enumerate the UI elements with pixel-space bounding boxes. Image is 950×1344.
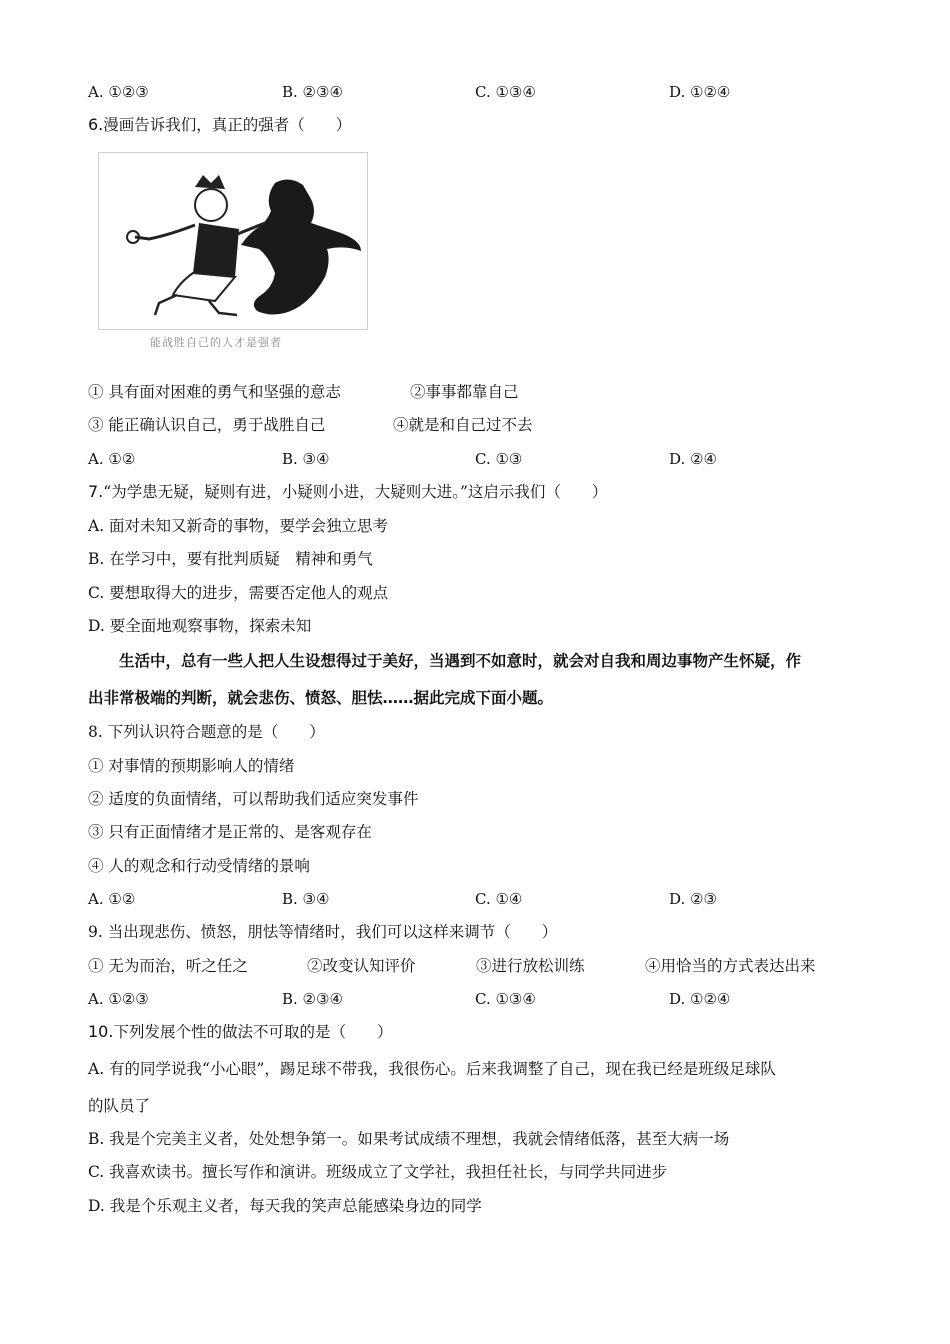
q8-option-a: A. ①② [88,890,136,908]
man-arm-left [135,225,195,239]
q7-number: 7. [88,482,104,501]
passage-line-1: 生活中，总有一些人把人生设想得过于美好，当遇到不如意时，就会对自我和周边事物产生怀疑，作 [119,652,802,670]
comic-caption: 能战胜自己的人才是强者 [150,336,282,349]
q7-question [88,482,607,502]
q9-option-d: D. ①②④ [669,990,731,1008]
q10-option-b: B. 我是个完美主义者，处处想争第一。如果考试成绩不理想，我就会情绪低落，甚至大病一场 [88,1130,730,1148]
q6-option-c: C. ①③ [475,450,523,468]
q6-option-a: A. ①② [88,450,136,468]
q9-statement-2: ②改变认知评价 [307,957,416,975]
q10-number: 10. [88,1022,114,1041]
q5-option-c: C. ①③④ [475,83,536,101]
man-head [195,189,227,221]
q7-option-b: B. 在学习中，要有批判质疑 精神和勇气 [88,550,373,568]
q5-option-b: B. ②③④ [282,83,343,101]
q10-question [88,1022,392,1042]
q5-option-a: A. ①②③ [88,83,149,101]
passage-line-2: 出非常极端的判断，就会悲伤、愤怒、胆怯……据此完成下面小题。 [88,689,554,707]
man-shorts [173,273,235,301]
q6-stem: 漫画告诉我们，真正的强者（ ） [103,116,352,134]
q7-stem: “为学患无疑，疑则有进，小疑则小进，大疑则大进。”这启示我们（ ） [103,483,608,501]
man-vest [193,223,239,277]
q10-option-a: A. 有的同学说我“小心眼”，踢足球不带我，我很伤心。后来我调整了自己，现在我已经是班级足球队 [88,1060,776,1078]
q10-option-d: D. 我是个乐观主义者，每天我的笑声总能感染身边的同学 [88,1197,482,1215]
q6-option-d: D. ②④ [669,450,717,468]
q8-option-c: C. ①④ [475,890,523,908]
q8-statement-2: ② 适度的负面情绪，可以帮助我们适应突发事件 [88,790,419,808]
q6-statement-2: ②事事都靠自己 [410,383,519,401]
comic-illustration [98,152,368,330]
q7-option-c: C. 要想取得大的进步，需要否定他人的观点 [88,584,389,602]
q8-statement-1: ① 对事情的预期影响人的情绪 [88,757,295,775]
q6-number: 6. [88,115,104,134]
man-hair [195,175,225,189]
q10-option-a-continued: 的队员了 [88,1097,151,1115]
q8-statement-3: ③ 只有正面情绪才是正常的、是客观存在 [88,823,372,841]
q5-option-d: D. ①②④ [669,83,731,101]
q8-question: 8. 下列认识符合题意的是（ ） [88,723,325,741]
q9-statement-3: ③进行放松训练 [476,957,585,975]
comic-drawing [99,153,367,329]
q8-statement-4: ④ 人的观念和行动受情绪的景响 [88,857,310,875]
q6-statement-1: ① 具有面对困难的勇气和坚强的意志 [88,383,341,401]
q10-option-c: C. 我喜欢读书。擅长写作和演讲。班级成立了文学社，我担任社长，与同学共同进步 [88,1163,668,1181]
shadow-figure [241,179,361,314]
q9-option-a: A. ①②③ [88,990,149,1008]
q6-statement-4: ④就是和自己过不去 [393,416,533,434]
q8-option-d: D. ②③ [669,890,717,908]
q9-option-c: C. ①③④ [475,990,536,1008]
q9-question: 9. 当出现悲伤、愤怒，朋怯等情绪时，我们可以这样来调节（ ） [88,923,558,941]
q8-option-b: B. ③④ [282,890,330,908]
q7-option-d: D. 要全面地观察事物，探索未知 [88,617,312,635]
q9-statement-1: ① 无为而治，听之任之 [88,957,248,975]
q6-question [88,115,351,135]
q7-option-a: A. 面对未知又新奇的事物，要学会独立思考 [88,517,389,535]
q9-statement-4: ④用恰当的方式表达出来 [645,957,816,975]
q9-option-b: B. ②③④ [282,990,343,1008]
q6-statement-3: ③ 能正确认识自己，勇于战胜自己 [88,416,326,434]
q6-option-b: B. ③④ [282,450,330,468]
q10-stem: 下列发展个性的做法不可取的是（ ） [113,1023,393,1041]
